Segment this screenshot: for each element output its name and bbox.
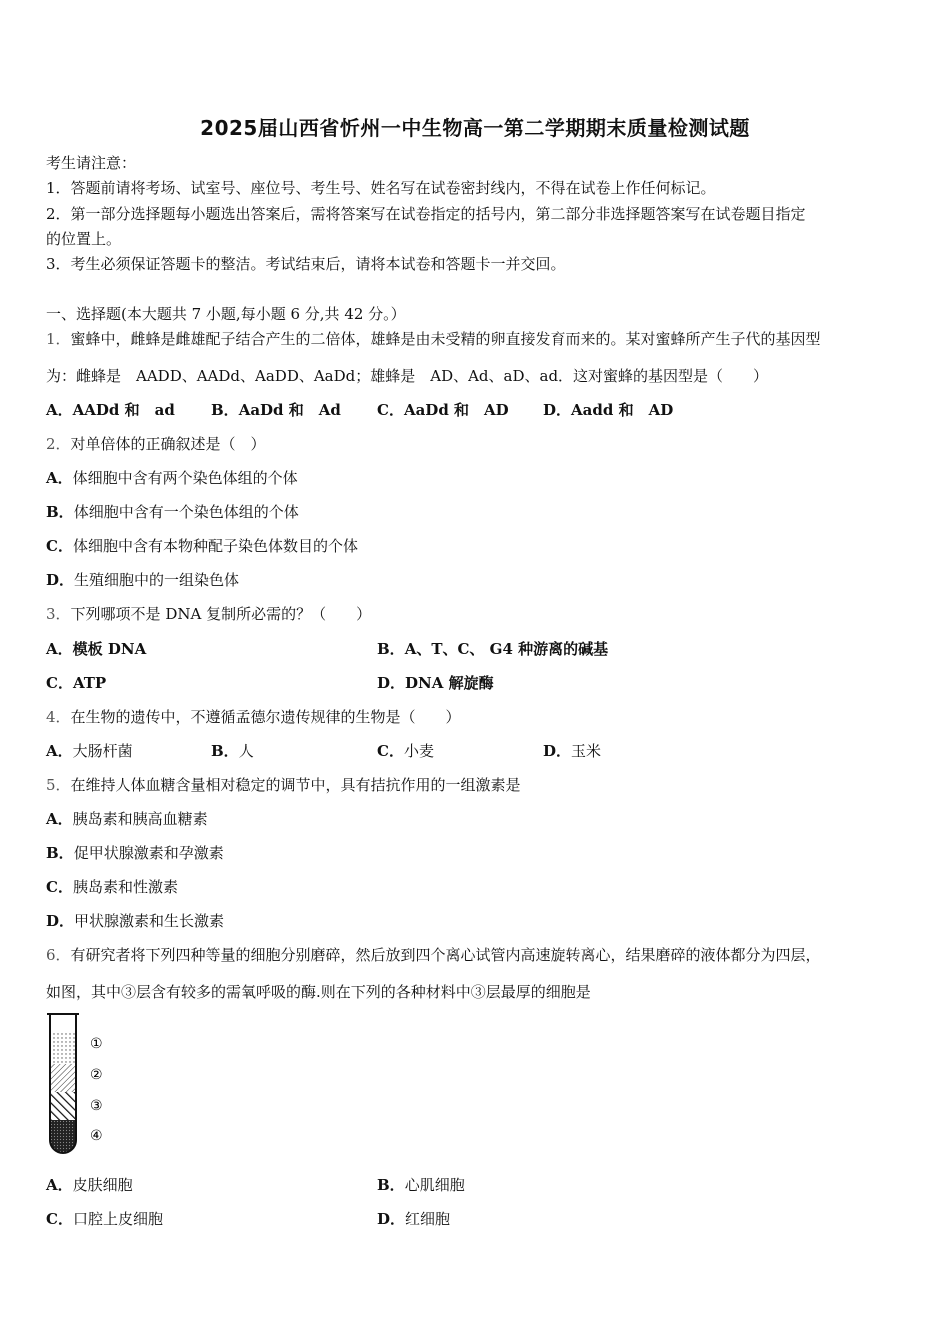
option-b: B．A、T、C、 G4 种游离的碱基 [377,640,609,658]
section-heading: 一、选择题(本大题共 7 小题,每小题 6 分,共 42 分。） [46,305,406,323]
option-a: A．胰岛素和胰高血糖素 [46,810,208,828]
label-3: ③ [90,1098,103,1114]
question-6-stem-cont: 如图，其中③层含有较多的需氧呼吸的酶.则在下列的各种材料中③层最厚的细胞是 [46,983,591,1001]
option-d: D．DNA 解旋酶 [377,674,494,692]
layer-3 [50,1092,76,1120]
question-number: 4． [46,708,71,726]
option-d: D．Aadd 和 AD [543,401,674,419]
option-b: B．心肌细胞 [377,1176,465,1194]
question-number: 5． [46,776,71,794]
option-c: C．ATP [46,674,107,692]
layer-1 [50,1032,76,1064]
option-c: C．胰岛素和性激素 [46,878,178,896]
question-1-stem [46,328,821,349]
option-a: A．大肠杆菌 [46,742,133,760]
question-3-stem [46,603,371,624]
question-text: 有研究者将下列四种等量的细胞分别磨碎，然后放到四个离心试管内高速旋转离心，结果磨碎的液体都分为四层， [70,946,821,964]
question-number: 3． [46,605,71,623]
option-c: C．小麦 [377,742,434,760]
option-b: B．体细胞中含有一个染色体组的个体 [46,503,299,521]
question-5-stem [46,774,521,795]
question-number: 6． [46,946,71,964]
notice-item: 3．考生必须保证答题卡的整洁。考试结束后，请将本试卷和答题卡一并交回。 [46,255,566,273]
option-b: B．AaDd 和 Ad [211,401,341,419]
layer-2 [50,1064,76,1092]
option-c: C．AaDd 和 AD [377,401,509,419]
option-a: A．AADd 和 ad [46,401,175,419]
question-text: 下列哪项不是 DNA 复制所必需的？（ ） [70,605,372,623]
option-a: A．体细胞中含有两个染色体组的个体 [46,469,298,487]
question-number: 1． [46,330,71,348]
option-b: B．促甲状腺激素和孕激素 [46,844,224,862]
notice-heading: 考生请注意： [46,154,137,172]
option-a: A．模板 DNA [46,640,147,658]
label-1: ① [90,1036,103,1052]
notice-item: 的位置上。 [46,230,122,248]
option-c: C．口腔上皮细胞 [46,1210,163,1228]
page-title: 2025届山西省忻州一中生物高一第二学期期末质量检测试题 [200,116,750,140]
question-4-stem [46,706,461,727]
question-text: 对单倍体的正确叙述是（ ） [70,435,266,453]
notice-item: 2．第一部分选择题每小题选出答案后，需将答案写在试卷指定的括号内，第二部分非选择题答案写在试卷题目指定 [46,205,806,223]
question-number: 2． [46,435,71,453]
option-c: C．体细胞中含有本物种配子染色体数目的个体 [46,537,358,555]
option-d: D．生殖细胞中的一组染色体 [46,571,240,589]
option-d: D．甲状腺激素和生长激素 [46,912,225,930]
centrifuge-tube-figure [44,1012,124,1162]
label-4: ④ [90,1128,103,1144]
question-2-stem [46,433,266,454]
label-2: ② [90,1067,103,1083]
question-text: 在维持人体血糖含量相对稳定的调节中，具有拮抗作用的一组激素是 [70,776,521,794]
option-b: B．人 [211,742,254,760]
option-a: A．皮肤细胞 [46,1176,133,1194]
question-text: 蜜蜂中，雌蜂是雌雄配子结合产生的二倍体，雄蜂是由未受精的卵直接发育而来的。某对蜜蜂所产生子代的基因型 [70,330,821,348]
question-6-stem [46,944,821,965]
option-d: D．玉米 [543,742,602,760]
notice-item: 1．答题前请将考场、试室号、座位号、考生号、姓名写在试卷密封线内，不得在试卷上作任何标记。 [46,179,716,197]
question-text: 在生物的遗传中，不遵循孟德尔遗传规律的生物是（ ） [70,708,461,726]
option-d: D．红细胞 [377,1210,451,1228]
question-1-stem-cont: 为：雌蜂是 AADD、AADd、AaDD、AaDd；雄蜂是 AD、Ad、aD、ad．这对蜜蜂的基因型是（ ） [46,367,769,385]
